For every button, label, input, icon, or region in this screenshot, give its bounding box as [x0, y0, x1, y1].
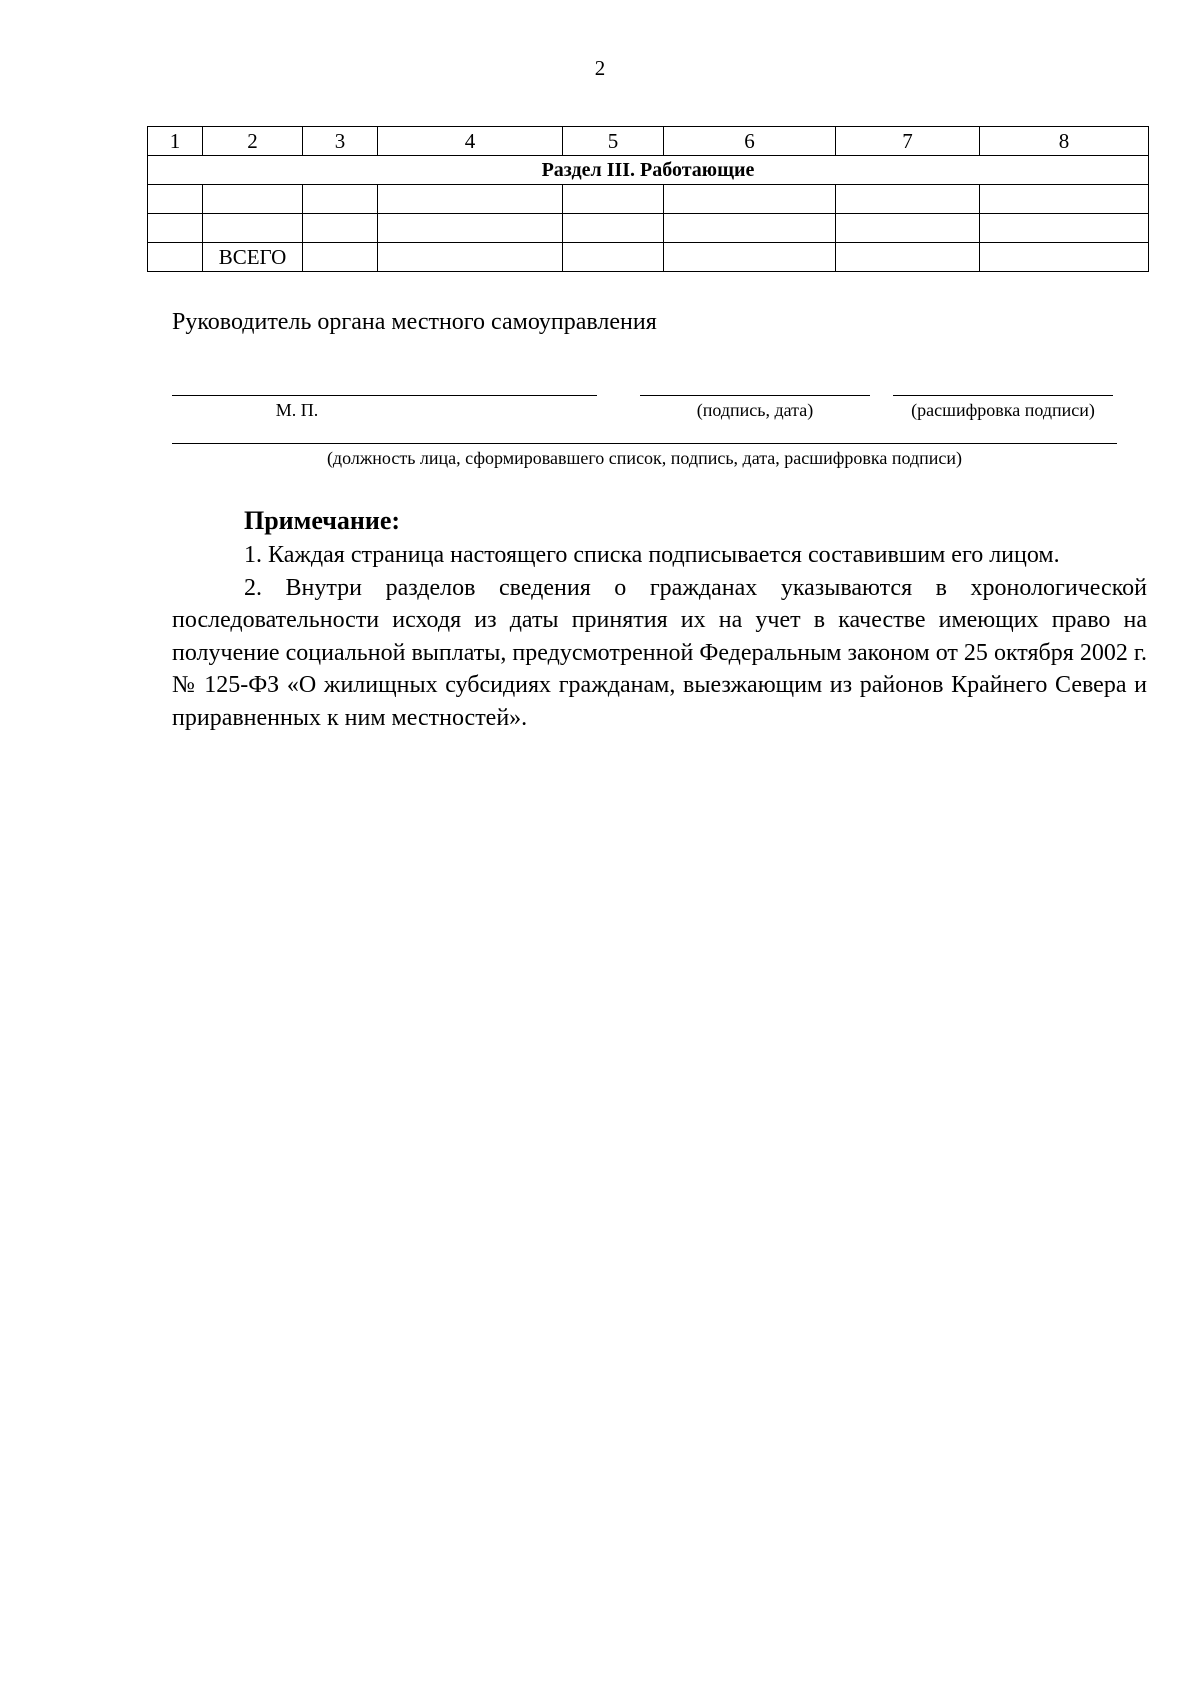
decoding-line: [893, 395, 1113, 396]
table-cell: [203, 185, 303, 214]
table-cell: [148, 243, 203, 272]
position-line: [172, 395, 597, 396]
table-cell: [563, 185, 664, 214]
section-title-row: [148, 156, 1149, 185]
note-item: 2. Внутри разделов сведения о гражданах указываются в хронологической последовательности исходя из даты принятия их на учет в качестве имеющих право на получение социальной выплаты, предусмотренной Федеральным законом от 25 октября 2002 г. № 125-ФЗ «О жилищных субсидиях гражданам, выезжающим из районов Крайнего Севера и приравненных к ним местностей».: [172, 574, 1147, 731]
column-number: 5: [563, 127, 664, 156]
table-header-row: [148, 127, 1149, 156]
table-cell: [980, 185, 1149, 214]
table-cell: [563, 214, 664, 243]
table-cell: [303, 214, 378, 243]
table-cell: [563, 243, 664, 272]
table-cell: [980, 243, 1149, 272]
table-cell: [378, 243, 563, 272]
column-number: 4: [378, 127, 563, 156]
column-number: 1: [148, 127, 203, 156]
note-item: 1. Каждая страница настоящего списка подписывается составившим его лицом.: [244, 542, 1060, 568]
total-row: [148, 243, 1149, 272]
table-cell: [664, 185, 836, 214]
head-title: Руководитель органа местного самоуправления: [172, 309, 657, 335]
table-cell: [836, 185, 980, 214]
sign-date-label: (подпись, дата): [696, 400, 814, 420]
total-label: ВСЕГО: [203, 243, 303, 272]
column-number: 2: [203, 127, 303, 156]
table-cell: [303, 243, 378, 272]
table-cell: [148, 214, 203, 243]
table-cell: [836, 214, 980, 243]
decoding-label: (расшифровка подписи): [911, 400, 1095, 420]
column-number: 8: [980, 127, 1149, 156]
note-block: [172, 505, 1147, 735]
table-cell: [303, 185, 378, 214]
signature-date-line: [640, 395, 870, 396]
table-cell: [378, 185, 563, 214]
compiler-label: (должность лица, сформировавшего список, подпись, дата, расшифровка подписи): [326, 448, 963, 468]
table-cell: [836, 243, 980, 272]
citizens-list-table: [147, 126, 1149, 272]
table-row: [148, 185, 1149, 214]
table-cell: [664, 214, 836, 243]
page-number: 2: [594, 56, 606, 80]
section-title: Раздел III. Работающие: [148, 156, 1149, 185]
column-number: 3: [303, 127, 378, 156]
table-cell: [203, 214, 303, 243]
compiler-line: [172, 443, 1117, 444]
column-number: 6: [664, 127, 836, 156]
table-cell: [980, 214, 1149, 243]
table-cell: [378, 214, 563, 243]
note-title: Примечание:: [244, 506, 401, 535]
table-row: [148, 214, 1149, 243]
mp-label: М. П.: [275, 400, 319, 420]
table-cell: [664, 243, 836, 272]
column-number: 7: [836, 127, 980, 156]
table-cell: [148, 185, 203, 214]
